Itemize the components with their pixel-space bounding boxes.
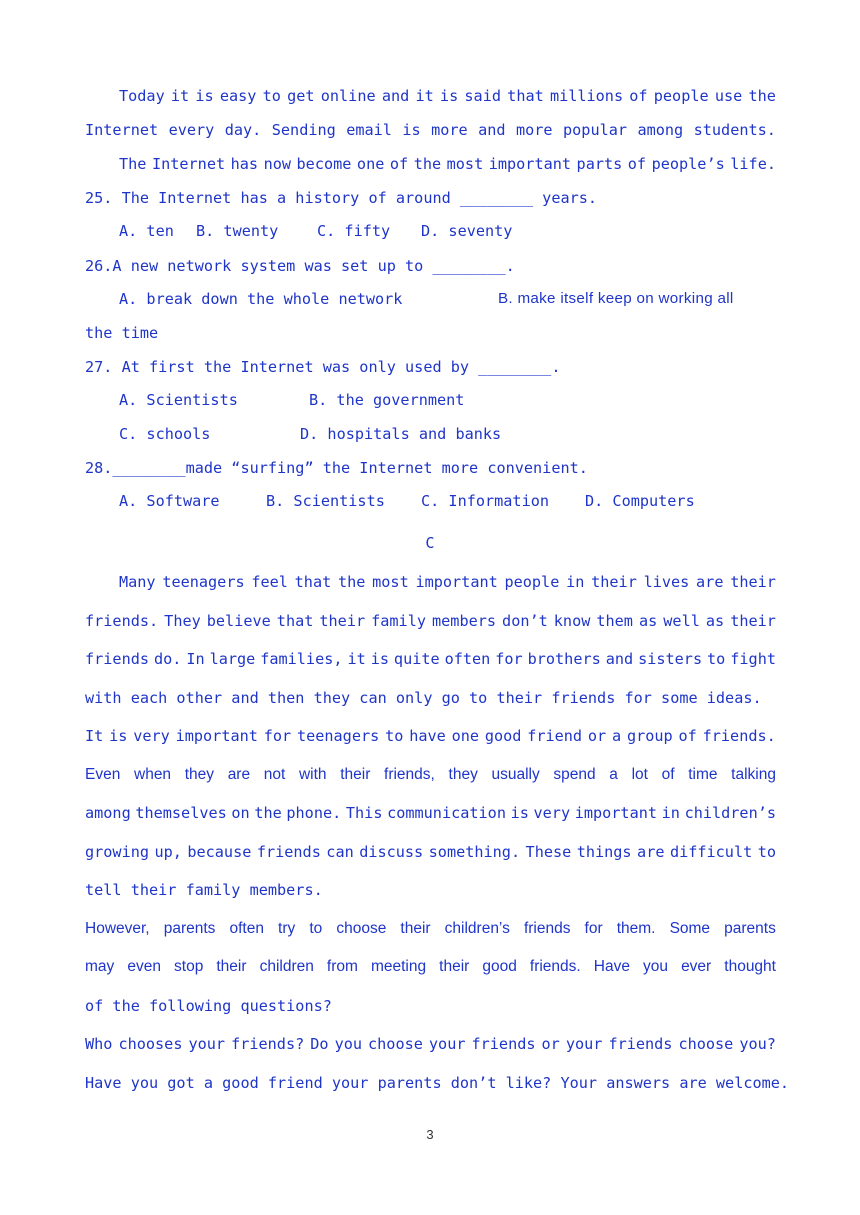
passage-line	[85, 726, 776, 746]
word: important	[488, 155, 572, 173]
word: Some	[669, 920, 711, 937]
word: important	[175, 727, 258, 745]
word: try	[278, 920, 296, 937]
option-a: A. ten	[119, 222, 174, 240]
word: Do	[310, 1035, 329, 1053]
word: one	[451, 727, 480, 745]
option-c: C. Information	[421, 492, 550, 510]
word: friends,	[384, 766, 435, 783]
word: they	[448, 766, 478, 783]
word: Many	[119, 573, 156, 591]
word: you?	[739, 1035, 776, 1053]
word: it	[347, 650, 366, 668]
passage-line	[119, 154, 776, 174]
passage-line	[119, 86, 776, 106]
word: fight	[730, 650, 776, 668]
word: well	[663, 612, 700, 630]
word: or	[587, 727, 607, 745]
word: not	[263, 766, 286, 783]
word: may	[85, 958, 115, 975]
word: because	[187, 843, 252, 861]
word: has	[230, 155, 259, 173]
word: don’t	[502, 612, 548, 630]
word: ever	[681, 958, 712, 975]
word: choose	[368, 1035, 423, 1053]
word: friends.	[702, 727, 776, 745]
word: children	[259, 958, 314, 975]
word: Today	[119, 87, 165, 105]
word: you	[334, 1035, 362, 1053]
word: their	[730, 573, 776, 591]
word: members	[432, 612, 497, 630]
word: their	[319, 612, 366, 630]
word: to	[707, 650, 726, 668]
question-28-stem: 28.________made “surfing” the Internet more convenient.	[85, 459, 588, 477]
word: it	[415, 87, 434, 105]
word: is	[109, 727, 128, 745]
option-b-continued: the time	[85, 324, 159, 342]
word: that	[507, 87, 544, 105]
word: is	[439, 87, 459, 105]
word: that	[276, 612, 314, 630]
word: of	[389, 155, 409, 173]
word: from	[326, 958, 358, 975]
word: spend	[553, 766, 596, 783]
word: It	[85, 727, 104, 745]
word: popular	[563, 121, 628, 139]
word: the	[337, 573, 366, 591]
word: to	[757, 843, 776, 861]
option-b: B. the government	[309, 391, 465, 409]
word: is	[510, 804, 529, 822]
word: their	[591, 573, 637, 591]
word: children’s	[684, 804, 776, 822]
word: for	[495, 650, 523, 668]
passage-line	[85, 842, 776, 862]
word: your	[188, 1035, 226, 1053]
word: good	[484, 727, 522, 745]
word: of	[661, 766, 675, 783]
word: communication	[387, 804, 506, 822]
word: their	[216, 958, 247, 975]
word: family	[371, 612, 426, 630]
question-26-stem: 26.A new network system was set up to ________.	[85, 257, 515, 275]
word: use	[714, 87, 743, 105]
word: can	[326, 843, 354, 861]
word: quite	[393, 650, 440, 668]
word: of	[627, 155, 647, 173]
word: meeting	[370, 958, 427, 975]
word: now	[263, 155, 292, 173]
word: talking	[731, 766, 776, 783]
option-b: B. Scientists	[266, 492, 385, 510]
word: even	[127, 958, 161, 975]
question-27-options-row1	[0, 391, 860, 411]
word: of	[678, 727, 697, 745]
word: easy	[219, 87, 257, 105]
word: in	[661, 804, 680, 822]
word: families,	[260, 650, 343, 668]
word: Sending	[271, 121, 336, 139]
option-b: B. make itself keep on working all	[498, 290, 734, 307]
word: friends	[256, 843, 321, 861]
word: parents	[163, 920, 216, 937]
word: day.	[224, 121, 262, 139]
word: with	[298, 766, 327, 783]
word: email	[346, 121, 392, 139]
word: the	[254, 804, 282, 822]
word: most	[372, 573, 409, 591]
word: they	[184, 766, 215, 783]
word: in	[566, 573, 585, 591]
word: to	[262, 87, 281, 105]
word: more	[516, 121, 553, 139]
word: people	[653, 87, 709, 105]
word: Even	[85, 766, 121, 783]
passage-line	[85, 649, 776, 669]
word: important	[415, 573, 498, 591]
word: among	[637, 121, 684, 139]
word: more	[431, 121, 468, 139]
word: lives	[643, 573, 690, 591]
word: growing	[85, 843, 150, 861]
question-28-options	[0, 492, 860, 512]
word: students.	[693, 121, 776, 139]
word: among	[85, 804, 131, 822]
word: on	[231, 804, 250, 822]
option-a: A. Scientists	[119, 391, 238, 409]
word: very	[533, 804, 571, 822]
word: friend	[527, 727, 583, 745]
word: as	[638, 612, 658, 630]
word: sisters	[638, 650, 703, 668]
word: The	[119, 155, 147, 173]
word: is	[195, 87, 214, 105]
option-a: A. break down the whole network	[119, 290, 403, 308]
word: However,	[85, 920, 150, 937]
word: children’s	[444, 920, 510, 937]
passage-line: Have you got a good friend your parents don’t like? Your answers are welcome.	[85, 1074, 790, 1092]
word: or	[541, 1035, 560, 1053]
word: have	[409, 727, 446, 745]
word: know	[553, 612, 591, 630]
word: them.	[616, 920, 656, 937]
passage-line	[119, 572, 776, 592]
word: friends.	[529, 958, 581, 975]
passage-line: tell their family members.	[85, 881, 323, 899]
word: choose	[336, 920, 387, 937]
word: friends	[608, 1035, 673, 1053]
word: often	[229, 920, 264, 937]
word: is	[402, 121, 421, 139]
word: Internet	[85, 121, 159, 139]
word: life.	[730, 155, 776, 173]
question-27-options-row2	[0, 425, 860, 445]
word: as	[705, 612, 725, 630]
word: parts	[576, 155, 623, 173]
word: to	[385, 727, 404, 745]
option-d: D. hospitals and banks	[300, 425, 502, 443]
option-c: C. schools	[119, 425, 211, 443]
passage-line	[85, 765, 776, 785]
word: These	[525, 843, 572, 861]
word: large	[209, 650, 256, 668]
word: friends.	[85, 612, 159, 630]
word: for	[263, 727, 292, 745]
passage-line	[85, 919, 776, 939]
passage-line	[85, 1034, 776, 1054]
word: the	[748, 87, 776, 105]
word: feel	[251, 573, 288, 591]
word: chooses	[118, 1035, 183, 1053]
word: are	[227, 766, 251, 783]
word: brothers	[527, 650, 601, 668]
word: their	[400, 920, 431, 937]
word: online	[320, 87, 376, 105]
word: teenagers	[296, 727, 380, 745]
word: and	[605, 650, 634, 668]
word: your	[565, 1035, 603, 1053]
passage-line: of the following questions?	[85, 997, 332, 1015]
word: is	[370, 650, 389, 668]
word: it	[170, 87, 190, 105]
word: are	[696, 573, 724, 591]
word: their	[730, 612, 776, 630]
passage-line	[85, 611, 776, 631]
question-25-stem: 25. The Internet has a history of around ________ years.	[85, 189, 598, 207]
option-d: D. seventy	[421, 222, 513, 240]
option-b: B. twenty	[196, 222, 279, 240]
word: people	[504, 573, 560, 591]
word: and	[478, 121, 506, 139]
word: the	[413, 155, 442, 173]
word: up,	[154, 843, 182, 861]
word: most	[446, 155, 484, 173]
word: teenagers	[162, 573, 245, 591]
word: They	[164, 612, 201, 630]
word: thought	[724, 958, 776, 975]
passage-line	[85, 120, 776, 140]
word: and	[381, 87, 410, 105]
word: that	[294, 573, 332, 591]
passage-line	[85, 803, 776, 823]
word: friends	[523, 920, 571, 937]
word: something.	[428, 843, 521, 861]
page-number: 3	[426, 1127, 434, 1142]
word: one	[356, 155, 385, 173]
word: are	[637, 843, 665, 861]
word: stop	[174, 958, 204, 975]
word: said	[464, 87, 501, 105]
passage-line: with each other and then they can only go to their friends for some ideas.	[85, 689, 762, 707]
word: things	[576, 843, 632, 861]
question-25-options	[0, 222, 860, 242]
word: important	[574, 804, 658, 822]
word: friends	[471, 1035, 536, 1053]
word: to	[309, 920, 323, 937]
word: This	[345, 804, 383, 822]
word: group	[626, 727, 673, 745]
word: difficult	[669, 843, 753, 861]
word: discuss	[359, 843, 424, 861]
word: time	[688, 766, 718, 783]
section-heading: C	[425, 534, 435, 552]
word: of	[629, 87, 648, 105]
word: choose	[678, 1035, 734, 1053]
question-27-stem: 27. At first the Internet was only used by ________.	[85, 358, 561, 376]
word: parents	[724, 920, 776, 937]
word: In	[186, 650, 205, 668]
word: friends?	[231, 1035, 305, 1053]
word: people’s	[651, 155, 725, 173]
word: every	[168, 121, 215, 139]
word: Internet	[151, 155, 226, 173]
word: their	[340, 766, 371, 783]
option-c: C. fifty	[317, 222, 391, 240]
word: a	[609, 766, 618, 783]
word: a	[612, 727, 622, 745]
word: good	[482, 958, 517, 975]
word: Have	[593, 958, 630, 975]
word: you	[643, 958, 669, 975]
word: usually	[491, 766, 540, 783]
word: themselves	[135, 804, 227, 822]
word: your	[428, 1035, 466, 1053]
word: believe	[206, 612, 271, 630]
word: often	[444, 650, 491, 668]
word: do.	[153, 650, 182, 668]
option-a: A. Software	[119, 492, 220, 510]
word: lot	[631, 766, 648, 783]
question-26-options	[0, 290, 860, 310]
word: become	[296, 155, 352, 173]
word: phone.	[286, 804, 342, 822]
word: very	[133, 727, 170, 745]
word: for	[584, 920, 603, 937]
word: their	[439, 958, 470, 975]
word: Who	[85, 1035, 113, 1053]
word: friends	[85, 650, 150, 668]
passage-line	[85, 957, 776, 977]
word: millions	[549, 87, 624, 105]
word: them	[596, 612, 633, 630]
word: when	[134, 766, 172, 783]
option-d: D. Computers	[585, 492, 695, 510]
word: get	[287, 87, 315, 105]
